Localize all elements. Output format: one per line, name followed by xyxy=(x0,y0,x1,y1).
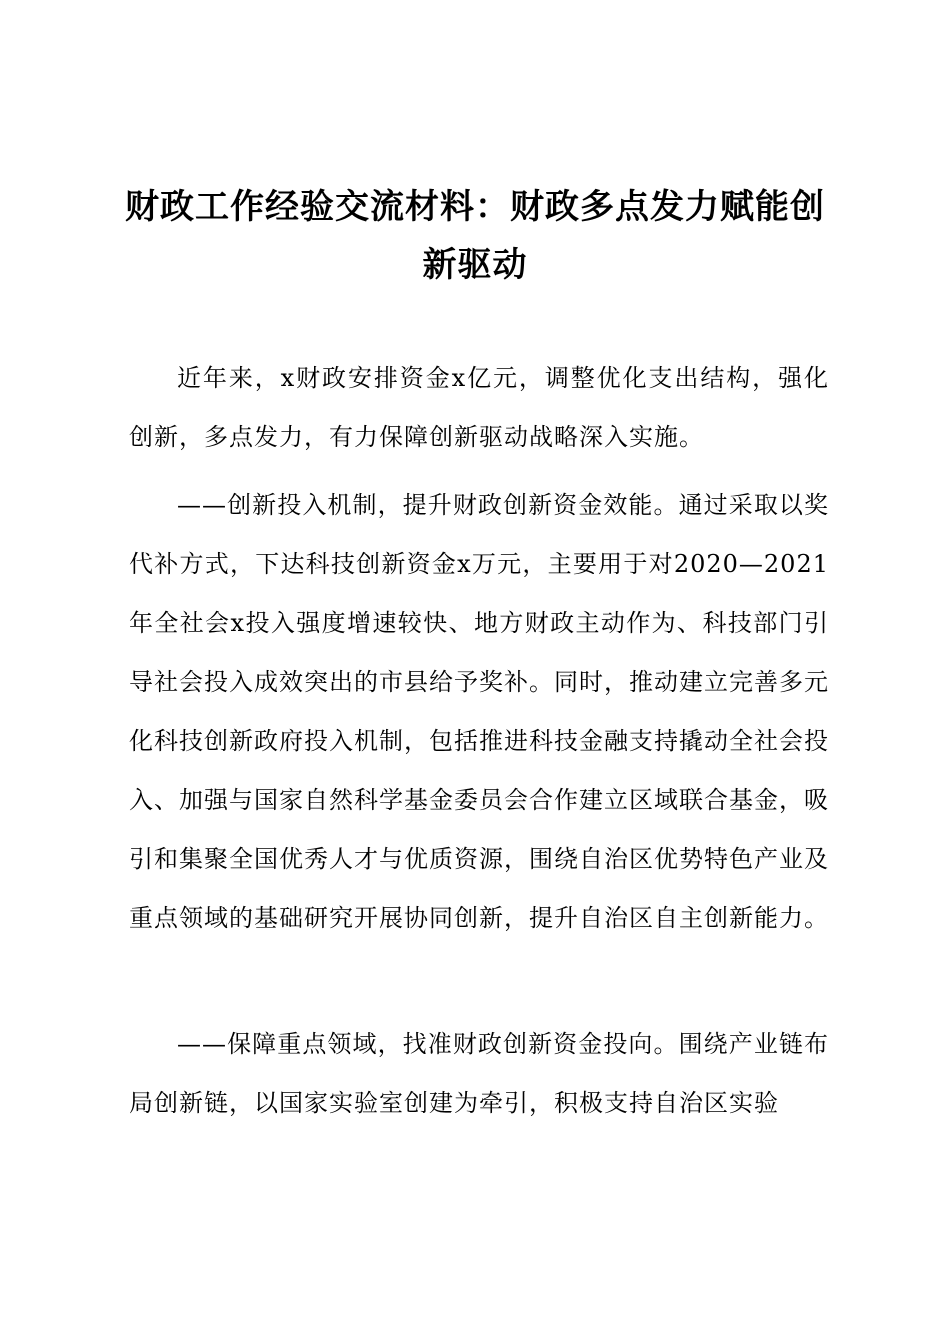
paragraph-innovation-investment: ——创新投入机制，提升财政创新资金效能。通过采取以奖代补方式，下达科技创新资金x万元，主要用于对2020—2021年全社会x投入强度增速较快、地方财政主动作为、科技部门引导社会投入成效突出的市县给予奖补。同时，推动建立完善多元化科技创新政府投入机制，包括推进科技金融支持撬动全社会投入、加强与国家自然科学基金委员会合作建立区域联合基金，吸引和集聚全国优秀人才与优质资源，围绕自治区优势特色产业及重点领域的基础研究开展协同创新，提升自治区自主创新能力。 xyxy=(129,491,829,932)
paragraph-intro: 近年来，x财政安排资金x亿元，调整优化支出结构，强化创新，多点发力，有力保障创新驱动战略深入实施。 xyxy=(129,364,829,451)
paragraph-key-areas: ——保障重点领域，找准财政创新资金投向。围绕产业链布局创新链，以国家实验室创建为牵引，积极支持自治区实验 xyxy=(129,1030,829,1117)
document-title: 财政工作经验交流材料：财政多点发力赋能创新驱动 xyxy=(125,187,825,285)
